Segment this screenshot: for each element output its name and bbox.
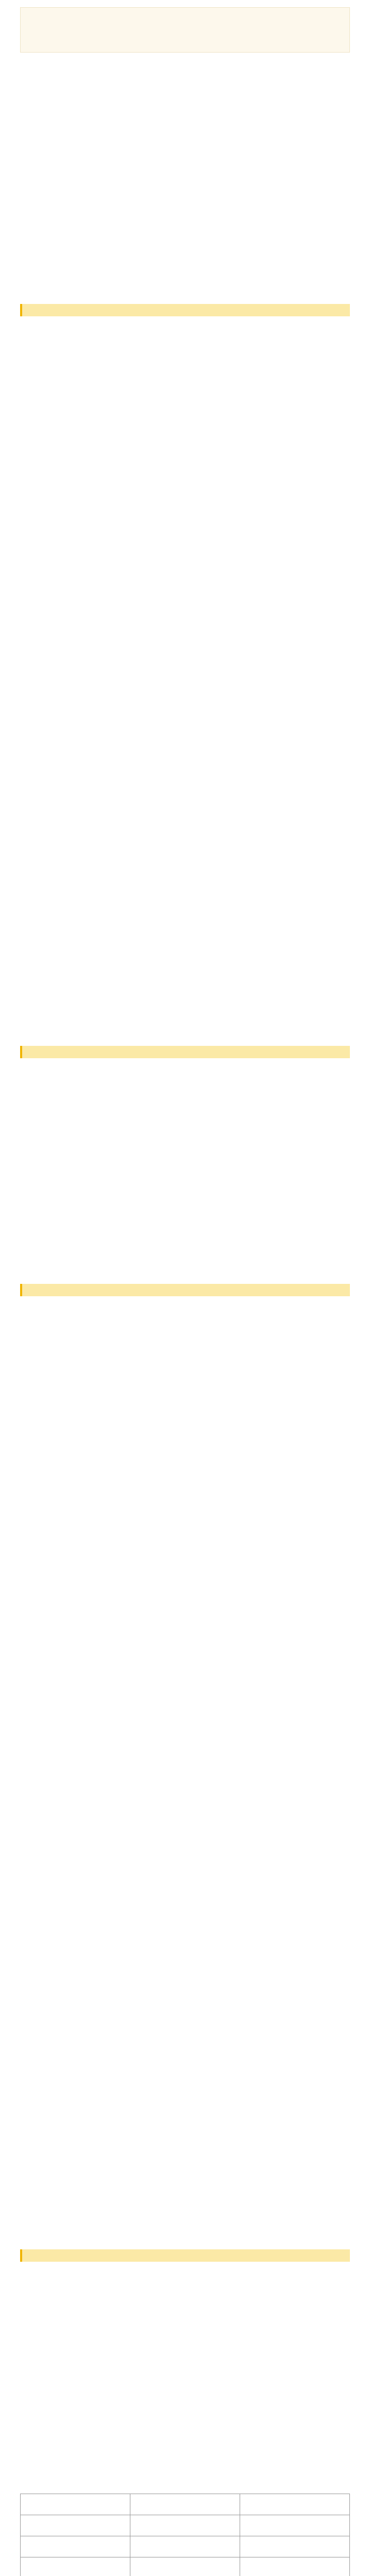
section-heading [20, 304, 350, 316]
table-cell [130, 2494, 240, 2515]
data-table [20, 2494, 350, 2576]
paragraph [20, 1149, 350, 1226]
table-cell [240, 2557, 350, 2576]
paragraph [20, 76, 350, 210]
data-table-wrap [20, 2494, 350, 2576]
paragraph [20, 464, 350, 541]
paragraph [20, 1444, 350, 1521]
table-cell [240, 2494, 350, 2515]
paragraph [20, 1527, 350, 1661]
table-row [21, 2536, 350, 2557]
table-cell [240, 2515, 350, 2536]
paragraph [20, 911, 350, 988]
paragraph [20, 1667, 350, 1744]
abstract-box [20, 7, 350, 53]
paragraph [20, 1974, 350, 2052]
table-cell [240, 2536, 350, 2557]
paragraph [20, 1303, 350, 1437]
paragraph [20, 547, 350, 681]
source-line[interactable] [20, 60, 350, 66]
paragraph [20, 2198, 350, 2239]
section-heading [20, 1284, 350, 1296]
paragraph [20, 994, 350, 1036]
paragraph [20, 1751, 350, 1885]
table-row [21, 2515, 350, 2536]
table-cell [21, 2536, 130, 2557]
paragraph [20, 771, 350, 905]
author-line [20, 68, 350, 74]
paragraph [20, 687, 350, 765]
table-row [21, 2494, 350, 2515]
table-cell [21, 2494, 130, 2515]
article [20, 0, 350, 2576]
paragraph [20, 2269, 350, 2346]
paragraph [20, 2352, 350, 2486]
section-heading [20, 1046, 350, 1058]
paragraph [20, 1232, 350, 1274]
table-cell [21, 2557, 130, 2576]
table-row [21, 2557, 350, 2576]
table-cell [21, 2515, 130, 2536]
paragraph [20, 1891, 350, 1968]
table-cell [130, 2557, 240, 2576]
paragraph [20, 2058, 350, 2192]
section-heading [20, 2249, 350, 2262]
paragraph [20, 324, 350, 457]
paragraph [20, 1065, 350, 1143]
paragraph [20, 216, 350, 294]
table-cell [130, 2515, 240, 2536]
table-cell [130, 2536, 240, 2557]
